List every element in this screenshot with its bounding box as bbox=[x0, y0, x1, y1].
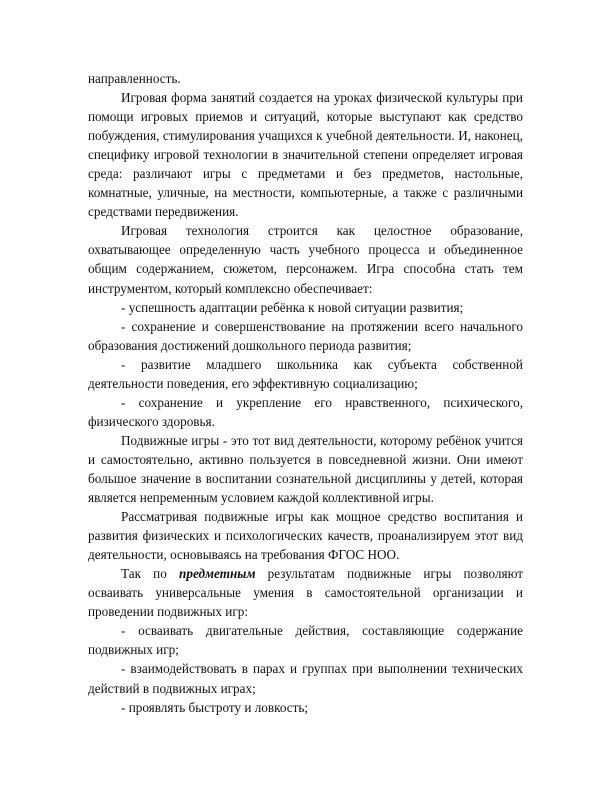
list-item: - сохранение и укрепление его нравственного, психического, физического здоровья. bbox=[88, 394, 523, 429]
paragraph: Подвижные игры - это тот вид деятельности, которому ребёнок учится и самостоятельно, активно пользуется в повседневной жизни. Они имеют большое значение в воспитании сознательной дисциплины у детей, которая является непременным условием каждой коллективной игры. bbox=[88, 432, 523, 506]
paragraph: направленность. bbox=[88, 71, 181, 86]
paragraph-with-emphasis bbox=[88, 564, 523, 621]
emphasis-text: предметным bbox=[179, 566, 256, 582]
list-item: - проявлять быстроту и ловкость; bbox=[121, 699, 309, 715]
list-item: - осваивать двигательные действия, составляющие содержание подвижных игр; bbox=[88, 623, 523, 658]
text-fragment: результатам подвижные игры позволяют осваивать универсальные умения в самостоятельной организации и проведении подвижных игр: bbox=[88, 566, 524, 620]
list-item: - успешность адаптации ребёнка к новой ситуации развития; bbox=[121, 299, 464, 315]
list-item: - взаимодействовать в парах и группах при выполнении технических действий в подвижных играх; bbox=[88, 661, 523, 696]
list-item: - развитие младшего школьника как субъекта собственной деятельности поведения, его эффективную социализацию; bbox=[88, 356, 523, 391]
paragraph: Рассматривая подвижные игры как мощное средство воспитания и развития физических и психологических качеств, проанализируем этот вид деятельности, основываясь на требования ФГОС НОО. bbox=[88, 509, 523, 563]
text-fragment: Так по bbox=[121, 566, 180, 582]
paragraph: Игровая форма занятий создается на уроках физической культуры при помощи игровых приемов и ситуаций, которые выступают как средство побуждения, стимулирования учащихся к учебной деятельности. И, наконец, специфику игровой технологии в значительной степени определяет игровая среда: различают игры с предметами и без предметов, настольные, комнатные, уличные, на местности, компьютерные, а также с различными средствами передвижения. bbox=[88, 90, 523, 220]
list-item: - сохранение и совершенствование на протяжении всего начального образования достижений дошкольного периода развития; bbox=[88, 318, 523, 353]
paragraph: Игровая технология строится как целостное образование, охватывающее определенную часть учебного процесса и объединенное общим содержанием, сюжетом, персонажем. Игра способна стать тем инструментом, который комплексно обеспечивает: bbox=[88, 223, 523, 296]
document-page bbox=[88, 69, 523, 717]
